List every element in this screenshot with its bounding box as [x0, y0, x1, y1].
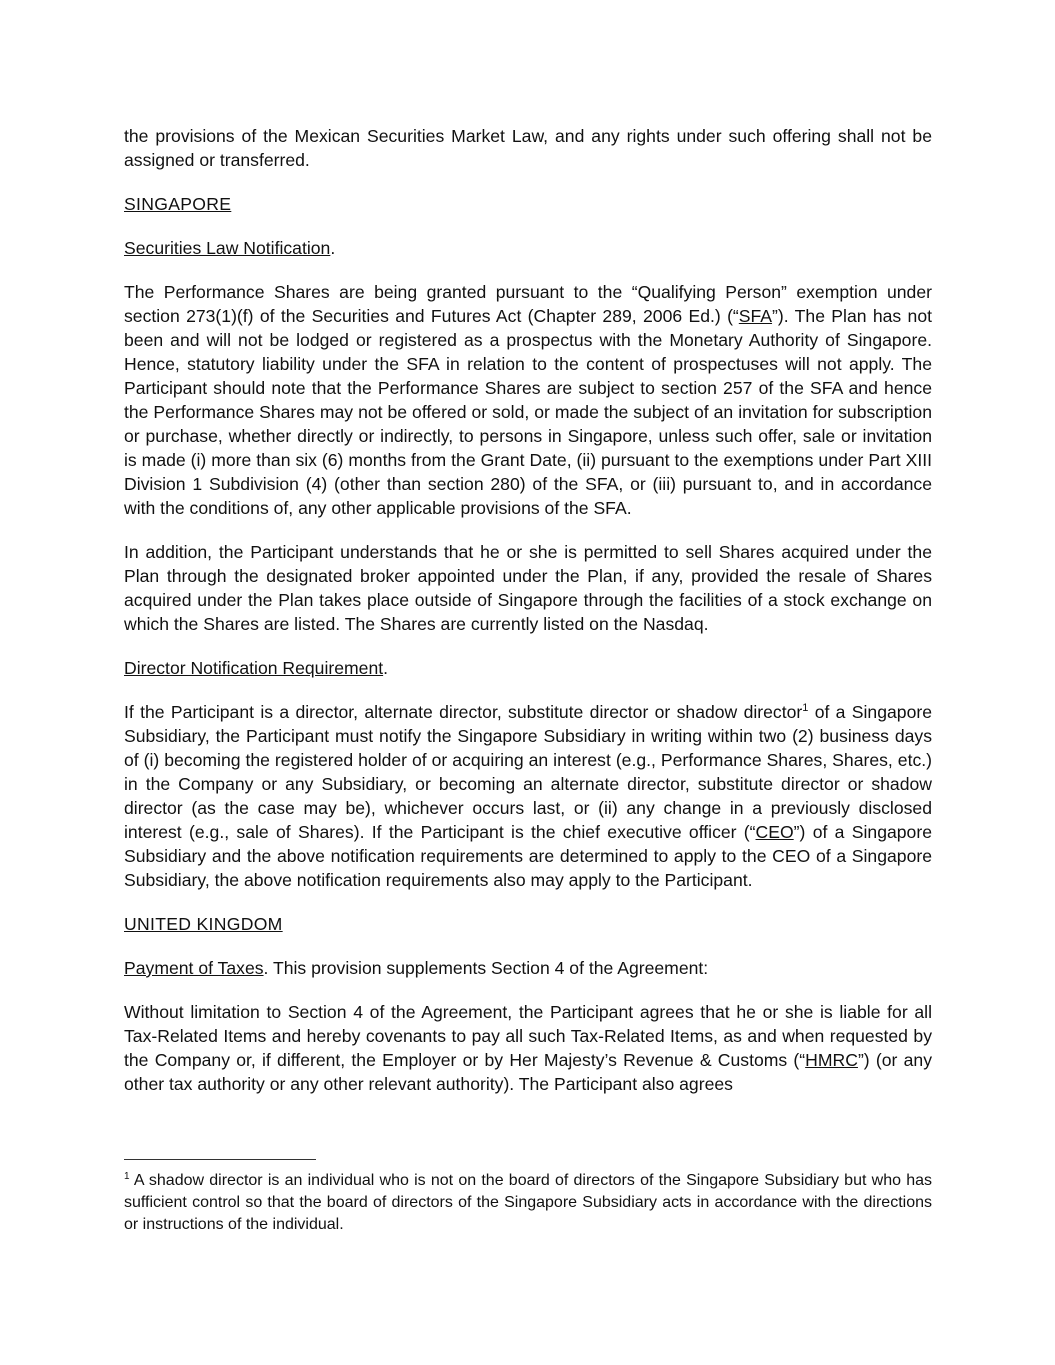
sfa-paragraph — [124, 280, 932, 520]
document-body — [124, 124, 932, 1116]
heading-united-kingdom — [124, 912, 932, 936]
heading-singapore — [124, 192, 932, 216]
payment-of-taxes-line — [124, 956, 932, 980]
subheading-payment-of-taxes: Payment of Taxes — [124, 958, 264, 978]
director-paragraph-part1: If the Participant is a director, alternate director, substitute director or shadow director — [124, 702, 803, 722]
heading-singapore-text: SINGAPORE — [124, 194, 232, 214]
director-paragraph-part3: ”) of a Singapore Subsidiary and the above notification requirements are determined to apply to the CEO of a Singapore Subsidiary, the above notification requirements also may apply to the Participant. — [124, 822, 932, 890]
defined-term-sfa: SFA — [738, 306, 773, 326]
defined-term-ceo: CEO — [755, 822, 794, 842]
tax-paragraph-part1: Without limitation to Section 4 of the Agreement, the Participant agrees that he or she is liable for all Tax-Related Items and hereby covenants to pay all such Tax-Related Items, as and when requested by the Company or, if different, the Employer or by Her Majesty’s Revenue & Customs (“ — [124, 1002, 932, 1070]
tax-paragraph — [124, 1000, 932, 1096]
payment-of-taxes-rest: . This provision supplements Section 4 of the Agreement: — [263, 958, 709, 978]
footnote-marker: 1 — [124, 1171, 130, 1182]
director-paragraph-part2: of a Singapore Subsidiary, the Participant must notify the Singapore Subsidiary in writing within two (2) business days of (i) becoming the registered holder of or acquiring an interest (e.g., Performance Shares, Shares, etc.) in the Company or any Subsidiary, or becoming an alternate director, substitute director or shadow director (as the case may be), whichever occurs last, or (ii) any change in a previously disclosed interest (e.g., sale of Shares). If the Participant is the chief executive officer (“ — [124, 702, 933, 842]
subheading-securities-law: Securities Law Notification. — [124, 238, 336, 258]
heading-united-kingdom-text: UNITED KINGDOM — [124, 914, 283, 934]
director-paragraph — [124, 700, 932, 892]
subheading-securities-law-text: Securities Law Notification — [124, 238, 331, 258]
tax-paragraph-part2: ”) (or any other tax authority or any other relevant authority). The Participant also agrees — [124, 1050, 932, 1094]
footnote — [124, 1170, 932, 1236]
defined-term-hmrc: HMRC — [805, 1050, 858, 1070]
sfa-paragraph-part2: ”). The Plan has not been and will not be lodged or registered as a prospectus with the Monetary Authority of Singapore. Hence, statutory liability under the SFA in relation to the content of prospectuses will not apply. The Participant should note that the Performance Shares are subject to section 257 of the SFA and hence the Performance Shares may not be offered or sold, or made the subject of an invitation for subscription or purchase, whether directly or indirectly, to persons in Singapore, unless such offer, sale or invitation is made (i) more than six (6) months from the Grant Date, (ii) pursuant to the exemptions under Part XIII Division 1 Subdivision (4) (other than section 280) of the SFA, or (iii) pursuant to, and in accordance with the conditions of, any other applicable provisions of the SFA. — [124, 306, 932, 518]
intro-paragraph: the provisions of the Mexican Securities Market Law, and any rights under such offering shall not be assigned or transferred. — [124, 126, 932, 170]
resale-paragraph: In addition, the Participant understands that he or she is permitted to sell Shares acquired under the Plan through the designated broker appointed under the Plan, if any, provided the resale of Shares acquired under the Plan takes place outside of Singapore through the facilities of a stock exchange on which the Shares are listed. The Shares are currently listed on the Nasdaq. — [124, 542, 932, 634]
footnote-separator — [124, 1159, 316, 1160]
sfa-paragraph-part1: The Performance Shares are being granted pursuant to the “Qualifying Person” exemption under section 273(1)(f) of the Securities and Futures Act (Chapter 289, 2006 Ed.) (“ — [124, 282, 932, 326]
subheading-director-notification-text: Director Notification Requirement — [124, 658, 384, 678]
footnote-reference[interactable]: 1 — [802, 702, 809, 714]
footnote-text: A shadow director is an individual who is not on the board of directors of the Singapore Subsidiary but who has sufficient control so that the board of directors of the Singapore Subsidiary acts in accordance with the directions or instructions of the individual. — [124, 1172, 932, 1233]
subheading-director-notification: Director Notification Requirement. — [124, 658, 389, 678]
